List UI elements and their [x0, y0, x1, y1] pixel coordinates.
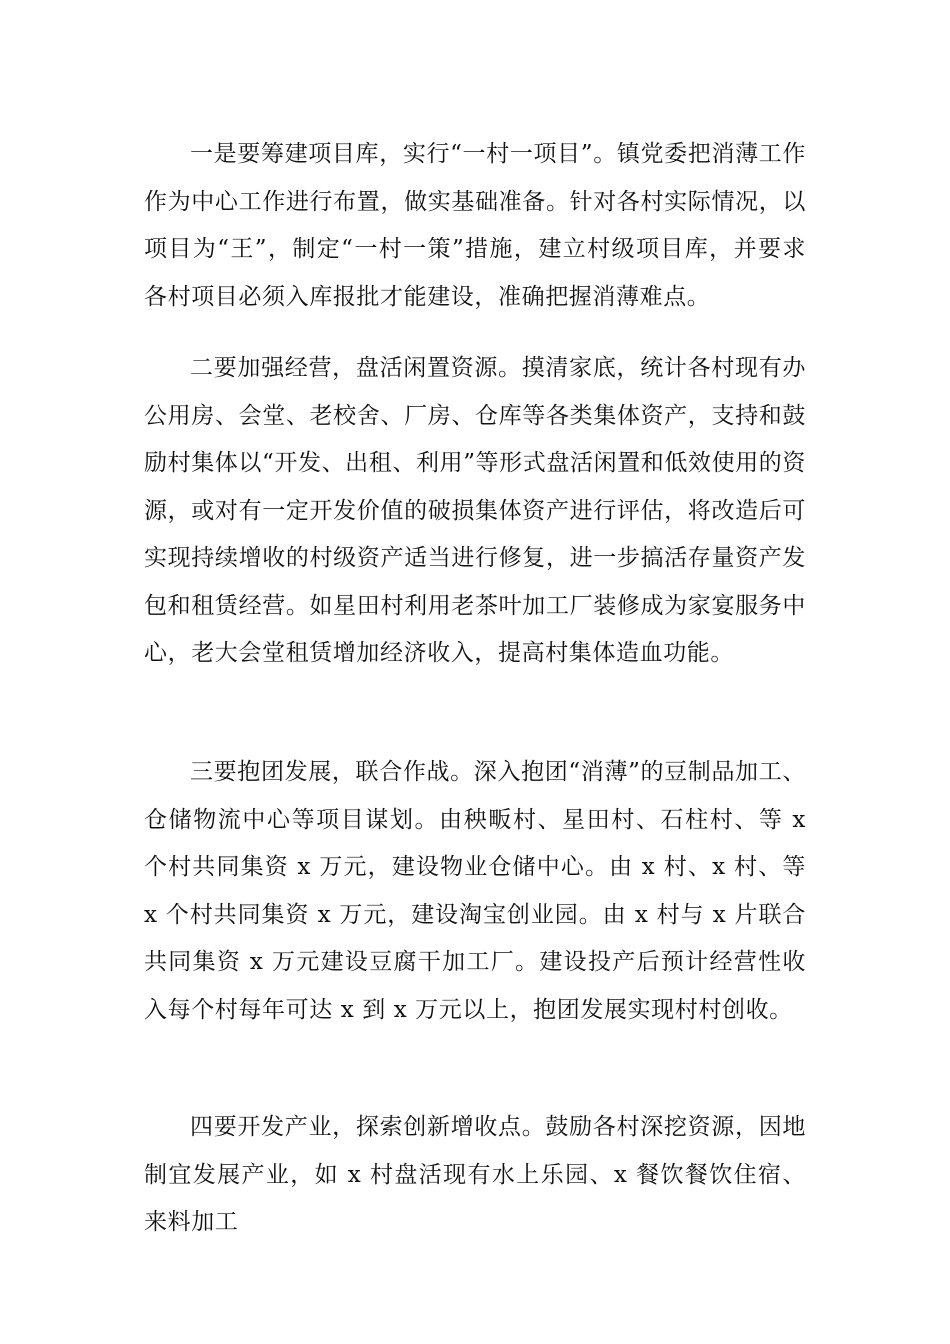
- paragraph-idle-resources: 二要加强经营，盘活闲置资源。摸清家底，统计各村现有办公用房、会堂、老校舍、厂房、仓库等各类集体资产，支持和鼓励村集体以“开发、出租、利用”等形式盘活闲置和低效使用的资源，或对有一定开发价值的破损集体资产进行评估，将改造后可实现持续增收的村级资产适当进行修复，进一步搞活存量资产发包和租赁经营。如星田村利用老茶叶加工厂装修成为家宴服务中心，老大会堂租赁增加经济收入，提高村集体造血功能。: [144, 355, 806, 666]
- paragraph-project-library: 一是要筹建项目库，实行“一村一项目”。镇党委把消薄工作作为中心工作进行布置，做实基础准备。针对各村实际情况，以项目为“王”，制定“一村一策”措施，建立村级项目库，并要求各村项目必须入库报批才能建设，准确把握消薄难点。: [144, 141, 806, 310]
- paragraph-joint-development: 三要抱团发展，联合作战。深入抱团“消薄”的豆制品加工、仓储物流中心等项目谋划。由秧畈村、星田村、石柱村、等 x 个村共同集资 x 万元，建设物业仓储中心。由 x 村、x 村、等 x 个村共同集资 x 万元，建设淘宝创业园。由 x 村与 x 片联合共同集资 x 万元建设豆腐干加工厂。建设投产后预计经营性收入每个村每年可达 x 到 x 万元以上，抱团发展实现村村创收。: [144, 759, 806, 1023]
- paragraph-industry-development: 四要开发产业，探索创新增收点。鼓励各村深挖资源，因地制宜发展产业，如 x 村盘活现有水上乐园、x 餐饮餐饮住宿、来料加工: [144, 1114, 806, 1235]
